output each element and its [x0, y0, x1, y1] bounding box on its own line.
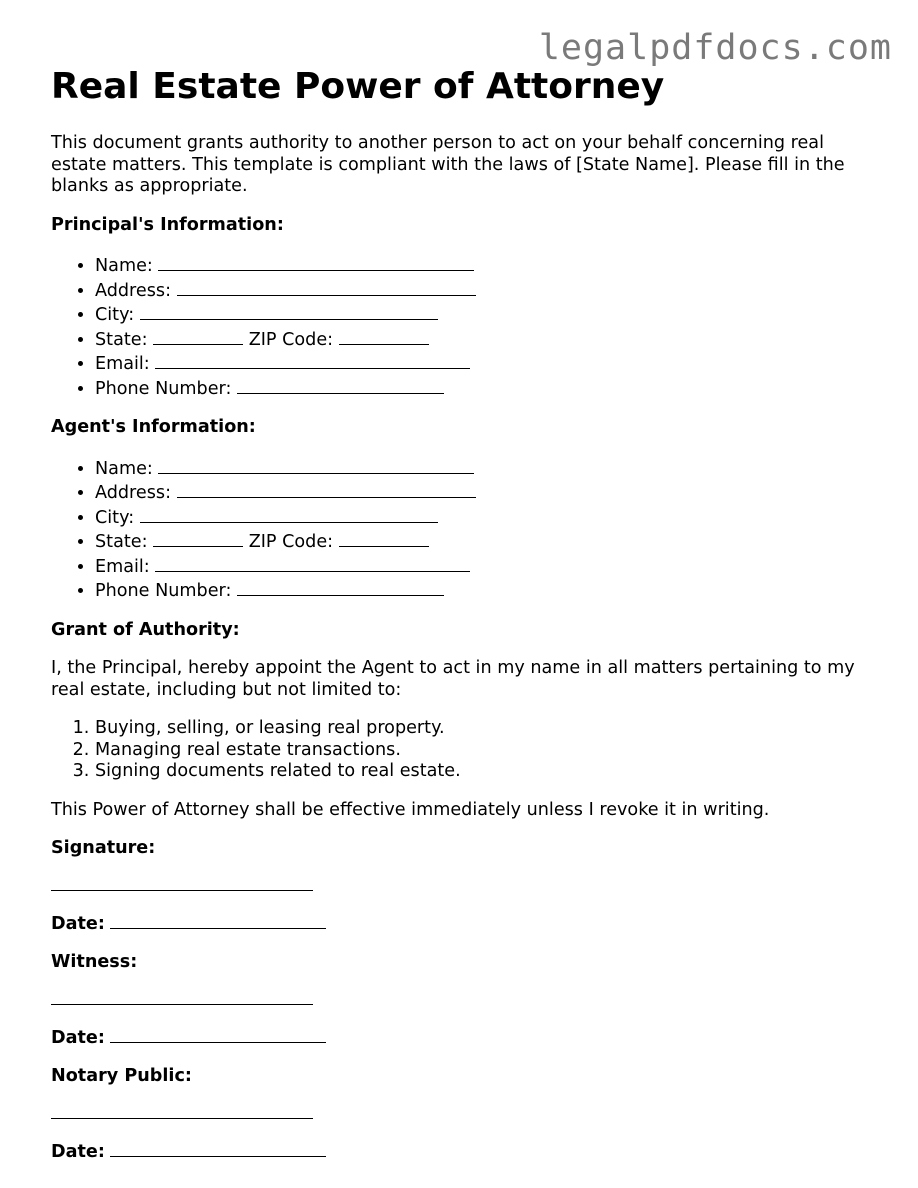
signature-date-row [51, 911, 881, 936]
agent-fields-list [51, 456, 881, 603]
field-label: ZIP Code: [248, 329, 334, 350]
field-label: City: [95, 305, 135, 325]
agent-phone-field [95, 578, 881, 603]
grant-item: 1. Buying, selling, or leasing real property. [95, 718, 881, 740]
field-label: Phone Number: [95, 378, 232, 399]
notary-date-blank[interactable] [110, 1139, 326, 1157]
agent-state-blank[interactable] [153, 529, 243, 547]
witness-heading: Witness: [51, 952, 138, 972]
signature-date-blank[interactable] [110, 911, 326, 929]
principal-email-blank[interactable] [155, 351, 470, 369]
agent-email-field [95, 554, 881, 579]
principal-zip-blank[interactable] [339, 327, 429, 345]
principal-heading: Principal's Information: [51, 214, 284, 235]
field-label: City: [95, 507, 135, 528]
principal-name-field [95, 253, 881, 278]
agent-state-zip-field [95, 529, 881, 554]
signature-heading: Signature: [51, 838, 156, 858]
agent-name-blank[interactable] [158, 456, 474, 474]
witness-date-blank[interactable] [110, 1025, 326, 1043]
witness-signature-line[interactable] [51, 1004, 313, 1005]
date-label: Date: [51, 913, 105, 934]
field-label: Email: [95, 354, 150, 374]
notary-date-row [51, 1139, 881, 1164]
effective-statement: This Power of Attorney shall be effective immediately unless I revoke it in writing. [51, 799, 770, 820]
signature-section [51, 838, 881, 935]
principal-phone-field [95, 376, 881, 401]
principal-email-field [95, 351, 881, 376]
field-label: Address: [95, 483, 171, 503]
notary-heading: Notary Public: [51, 1066, 192, 1086]
field-label: Address: [95, 280, 171, 301]
principal-address-blank[interactable] [177, 278, 476, 296]
principal-city-field [95, 302, 881, 327]
field-label: Phone Number: [95, 581, 232, 601]
agent-phone-blank[interactable] [237, 578, 444, 596]
signature-line[interactable] [51, 890, 313, 891]
agent-city-field [95, 505, 881, 530]
agent-city-blank[interactable] [140, 505, 438, 523]
date-label: Date: [51, 1141, 105, 1162]
field-label: ZIP Code: [248, 532, 334, 552]
field-label: State: [95, 329, 148, 350]
principal-name-blank[interactable] [158, 253, 474, 271]
agent-email-blank[interactable] [155, 554, 470, 572]
date-label: Date: [51, 1027, 105, 1048]
principal-state-blank[interactable] [153, 327, 243, 345]
grant-paragraph: I, the Principal, hereby appoint the Agent to act in my name in all matters pertaining to my real estate, including but not limited to: [51, 658, 855, 700]
principal-state-zip-field [95, 327, 881, 352]
field-label: Name: [95, 458, 153, 479]
field-label: State: [95, 532, 148, 552]
agent-heading: Agent's Information: [51, 417, 256, 437]
witness-section [51, 952, 881, 1049]
principal-city-blank[interactable] [140, 302, 438, 320]
grant-items-list [51, 718, 881, 783]
field-label: Email: [95, 556, 150, 577]
agent-zip-blank[interactable] [339, 529, 429, 547]
grant-item: 2. Managing real estate transactions. [95, 740, 881, 762]
agent-name-field [95, 456, 881, 481]
intro-paragraph: This document grants authority to another person to act on your behalf concerning real estate matters. This template is compliant with the laws of [State Name]. Please fill in the blanks as appropriate. [51, 133, 845, 196]
document-title: Real Estate Power of Attorney [51, 66, 665, 107]
watermark-logo: legalpdfdocs.com [538, 28, 892, 68]
principal-address-field [95, 278, 881, 303]
agent-address-blank[interactable] [177, 480, 476, 498]
document-page [51, 64, 881, 1163]
agent-address-field [95, 480, 881, 505]
grant-item: 3. Signing documents related to real estate. [95, 761, 881, 783]
witness-date-row [51, 1025, 881, 1050]
grant-heading: Grant of Authority: [51, 619, 240, 640]
principal-fields-list [51, 253, 881, 400]
notary-section [51, 1066, 881, 1163]
notary-signature-line[interactable] [51, 1118, 313, 1119]
principal-phone-blank[interactable] [237, 376, 444, 394]
field-label: Name: [95, 256, 153, 276]
